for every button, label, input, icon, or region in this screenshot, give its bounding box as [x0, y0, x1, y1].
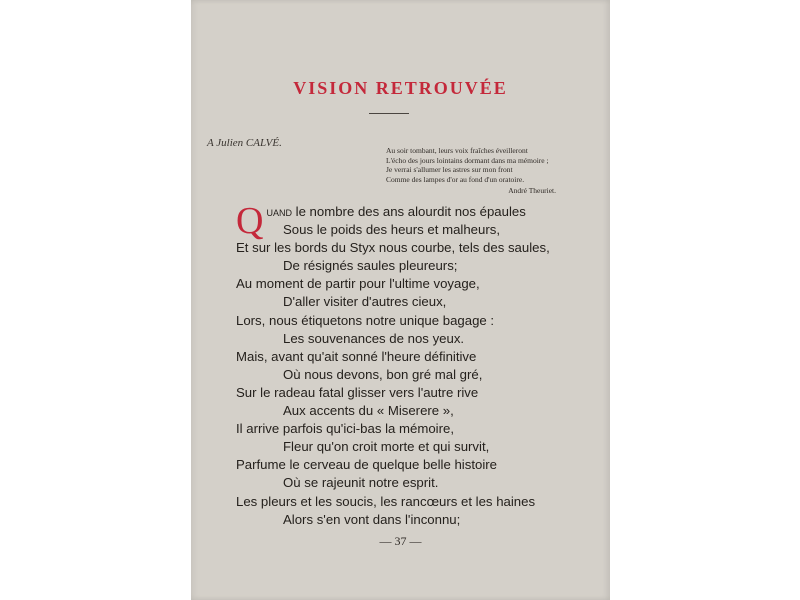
poem-line: Les pleurs et les soucis, les rancœurs et les haines [236, 493, 536, 509]
page-number: — 37 — [379, 534, 422, 548]
epigraph-author: André Theuriet. [508, 186, 556, 195]
epigraph-line: Comme des lampes d'or au fond d'un oratoire. [386, 174, 525, 184]
poem-line: Aux accents du « Miserere », [283, 403, 454, 419]
poem-line: De résignés saules pleureurs; [283, 258, 458, 274]
first-line-rest: le nombre des ans alourdit nos épaules [291, 204, 526, 219]
dedication: A Julien CALVÉ. [207, 137, 282, 149]
poem-line: Sous le poids des heurs et malheurs, [283, 222, 500, 238]
poem-line: Lors, nous étiquetons notre unique bagage : [236, 312, 495, 328]
epigraph-line: Je verrai s'allumer les astres sur mon front [386, 165, 513, 174]
poem-line: Parfume le cerveau de quelque belle histoire [236, 457, 497, 473]
first-word: uand [266, 204, 292, 219]
poem-line: Et sur les bords du Styx nous courbe, tels des saules, [236, 240, 550, 256]
epigraph [386, 146, 591, 196]
poem-line: Mais, avant qu'ait sonné l'heure définitive [236, 348, 477, 364]
poem-title: VISION RETROUVÉE [293, 78, 508, 98]
poem-line: Fleur qu'on croit morte et qui survit, [283, 439, 490, 455]
epigraph-line: L'écho des jours lointains dormant dans ma mémoire ; [386, 155, 549, 165]
poem-line: D'aller visiter d'autres cieux, [283, 294, 447, 310]
poem-line: Alors s'en vont dans l'inconnu; [283, 511, 461, 527]
poem-line: Où nous devons, bon gré mal gré, [283, 366, 483, 382]
drop-cap: Q [236, 200, 264, 242]
poem-line: Les souvenances de nos yeux. [283, 330, 465, 346]
epigraph-line: Au soir tombant, leurs voix fraîches éveilleront [386, 146, 528, 155]
poem-line: Sur le radeau fatal glisser vers l'autre rive [236, 384, 479, 400]
book-page [191, 0, 610, 600]
poem-line: Où se rajeunit notre esprit. [283, 475, 439, 491]
title-divider [369, 113, 409, 114]
poem-body [236, 200, 596, 529]
poem-line: Il arrive parfois qu'ici-bas la mémoire, [236, 421, 454, 437]
poem-line: Au moment de partir pour l'ultime voyage, [236, 276, 480, 292]
